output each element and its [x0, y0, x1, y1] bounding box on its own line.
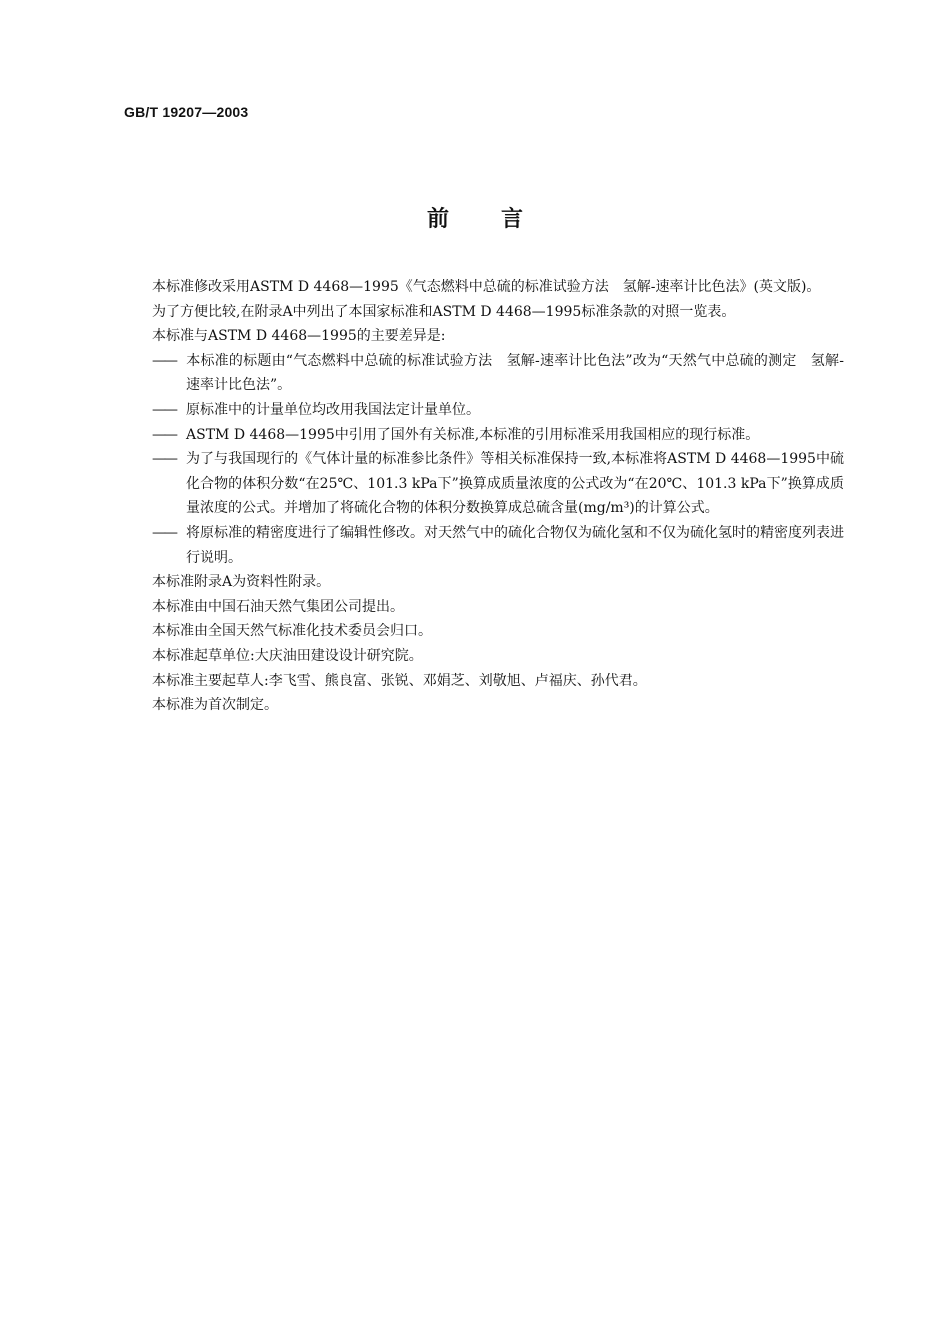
- difference-text: 为了与我国现行的《气体计量的标准参比条件》等相关标准保持一致,本标准将ASTM D 4468—1995中硫化合物的体积分数“在25℃、101.3 kPa下”换算成质量浓度的公式改为“在20℃、101.3 kPa下”换算成质量浓度的公式。并增加了将硫化合物的体积分数换算成总硫含量(mg/m³)的计算公式。: [186, 451, 844, 517]
- paragraph-drafters: 本标准主要起草人:李飞雪、熊良富、张锐、邓娟芝、刘敬旭、卢福庆、孙代君。: [152, 672, 647, 689]
- difference-text: 本标准的标题由“气态燃料中总硫的标准试验方法 氢解-速率计比色法”改为“天然气中总硫的测定 氢解-速率计比色法”。: [186, 352, 844, 394]
- difference-item: [124, 447, 844, 521]
- title-char-1: 前: [426, 207, 449, 232]
- paragraph-appendix: 本标准附录A为资料性附录。: [152, 574, 331, 591]
- paragraph-adoption: 本标准修改采用ASTM D 4468—1995《气态燃料中总硫的标准试验方法 氢解-速率计比色法》(英文版)。: [152, 279, 821, 295]
- paragraph-proposer: 本标准由中国石油天然气集团公司提出。: [152, 598, 404, 615]
- difference-text: ASTM D 4468—1995中引用了国外有关标准,本标准的引用标准采用我国相应的现行标准。: [186, 426, 760, 443]
- difference-item: [124, 349, 844, 398]
- dash-marker: ——: [152, 352, 176, 369]
- paragraph-committee: 本标准由全国天然气标准化技术委员会归口。: [152, 623, 432, 640]
- paragraph-first-edition: 本标准为首次制定。: [152, 697, 278, 714]
- foreword-body: [124, 275, 844, 718]
- title-char-2: 言: [501, 207, 524, 232]
- difference-item: [124, 521, 844, 570]
- dash-marker: ——: [152, 426, 176, 443]
- dash-marker: ——: [152, 524, 176, 541]
- difference-text: 原标准中的计量单位均改用我国法定计量单位。: [186, 401, 480, 418]
- difference-text: 将原标准的精密度进行了编辑性修改。对天然气中的硫化合物仅为硫化氢和不仅为硫化氢时的精密度列表进行说明。: [186, 524, 844, 566]
- paragraph-differences-intro: 本标准与ASTM D 4468—1995的主要差异是:: [152, 328, 446, 345]
- paragraph-drafting-unit: 本标准起草单位:大庆油田建设设计研究院。: [152, 647, 423, 664]
- standard-number: GB/T 19207—2003: [124, 104, 249, 120]
- dash-marker: ——: [152, 451, 176, 468]
- dash-marker: ——: [152, 401, 176, 418]
- difference-item: [124, 423, 844, 448]
- difference-item: [124, 398, 844, 423]
- page-title: [0, 202, 950, 233]
- paragraph-comparison: 为了方便比较,在附录A中列出了本国家标准和ASTM D 4468—1995标准条款的对照一览表。: [152, 303, 736, 320]
